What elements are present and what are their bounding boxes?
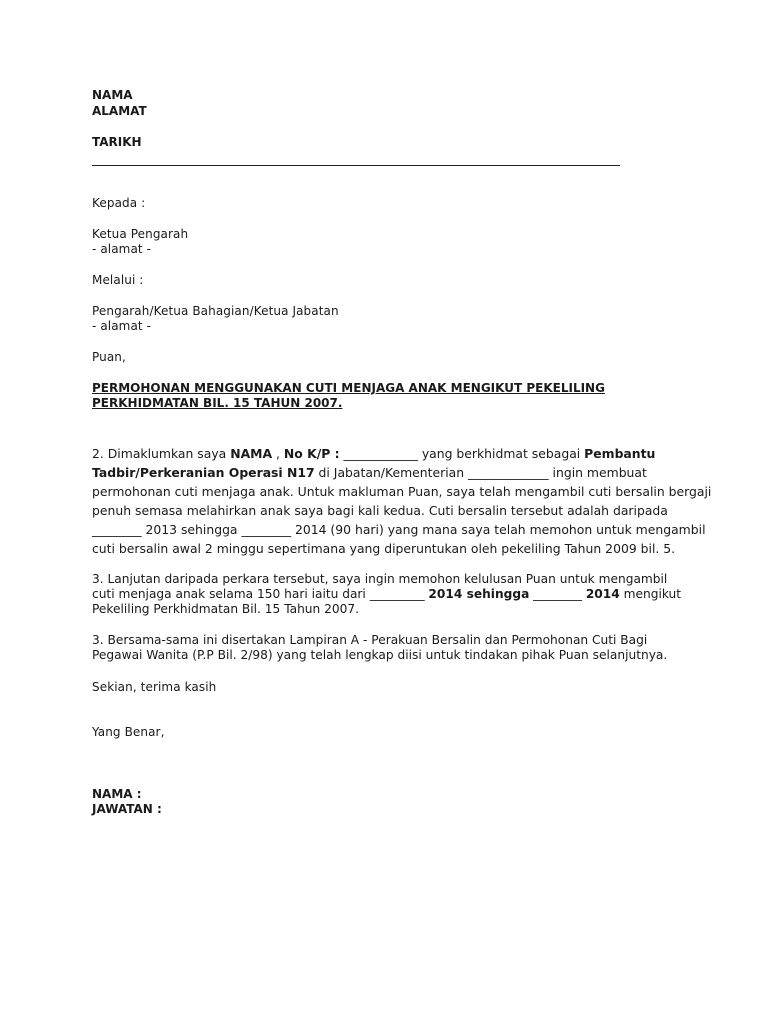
paragraph-2-line-3: permohonan cuti menjaga anak. Untuk makluman Puan, saya telah mengambil cuti bersalin bergaji <box>92 484 712 499</box>
melalui-label: Melalui : <box>92 273 144 287</box>
date-label: TARIKH <box>92 135 142 149</box>
paragraph-3-line-2: cuti menjaga anak selama 150 hari iaitu dari _________ 2014 sehingga ________ 2014 mengikut <box>92 587 682 601</box>
paragraph-4-line-2: Pegawai Wanita (P.P Bil. 2/98) yang telah lengkap diisi untuk tindakan pihak Puan selanjutnya. <box>92 648 668 662</box>
sender-address: ALAMAT <box>92 104 147 118</box>
paragraph-4-line-1: 3. Bersama-sama ini disertakan Lampiran A - Perakuan Bersalin dan Permohonan Cuti Bagi <box>92 633 648 647</box>
paragraph-3-line-1: 3. Lanjutan daripada perkara tersebut, saya ingin memohon kelulusan Puan untuk mengambil <box>92 572 668 586</box>
recipient-name: Ketua Pengarah <box>92 227 189 241</box>
paragraph-2-line-6: cuti bersalin awal 2 minggu sepertimana yang diperuntukan oleh pekeliling Tahun 2009 bil. 5. <box>92 541 676 556</box>
sign-off: Yang Benar, <box>92 725 165 739</box>
header-divider <box>92 165 620 166</box>
paragraph-4 <box>92 633 667 663</box>
via-name: Pengarah/Ketua Bahagian/Ketua Jabatan <box>92 304 339 318</box>
paragraph-2-line-1: 2. Dimaklumkan saya NAMA , No K/P : ____________ yang berkhidmat sebagai Pembantu <box>92 446 656 461</box>
via-address: - alamat - <box>92 319 152 333</box>
paragraph-2-line-2: Tadbir/Perkeranian Operasi N17 di Jabatan/Kementerian _____________ ingin membuat <box>92 465 647 480</box>
kepada-label: Kepada : <box>92 196 146 210</box>
sender-name: NAMA <box>92 88 133 102</box>
closing-line: Sekian, terima kasih <box>92 680 217 694</box>
recipient-address: - alamat - <box>92 242 152 256</box>
signature-position: JAWATAN : <box>92 802 162 816</box>
paragraph-2-line-4: penuh semasa melahirkan anak saya bagi kali kedua. Cuti bersalin tersebut adalah daripada <box>92 503 668 518</box>
salutation: Puan, <box>92 350 126 364</box>
paragraph-2 <box>92 444 711 558</box>
paragraph-3-line-3: Pekeliling Perkhidmatan Bil. 15 Tahun 2007. <box>92 602 360 616</box>
subject-line: PERMOHONAN MENGGUNAKAN CUTI MENJAGA ANAK MENGIKUT PEKELILING PERKHIDMATAN BIL. 15 TAHUN 2007. <box>92 381 605 410</box>
paragraph-2-line-5: ________ 2013 sehingga ________ 2014 (90 hari) yang mana saya telah memohon untuk mengambil <box>92 522 706 537</box>
paragraph-3 <box>92 572 681 617</box>
signature-name: NAMA : <box>92 787 142 801</box>
